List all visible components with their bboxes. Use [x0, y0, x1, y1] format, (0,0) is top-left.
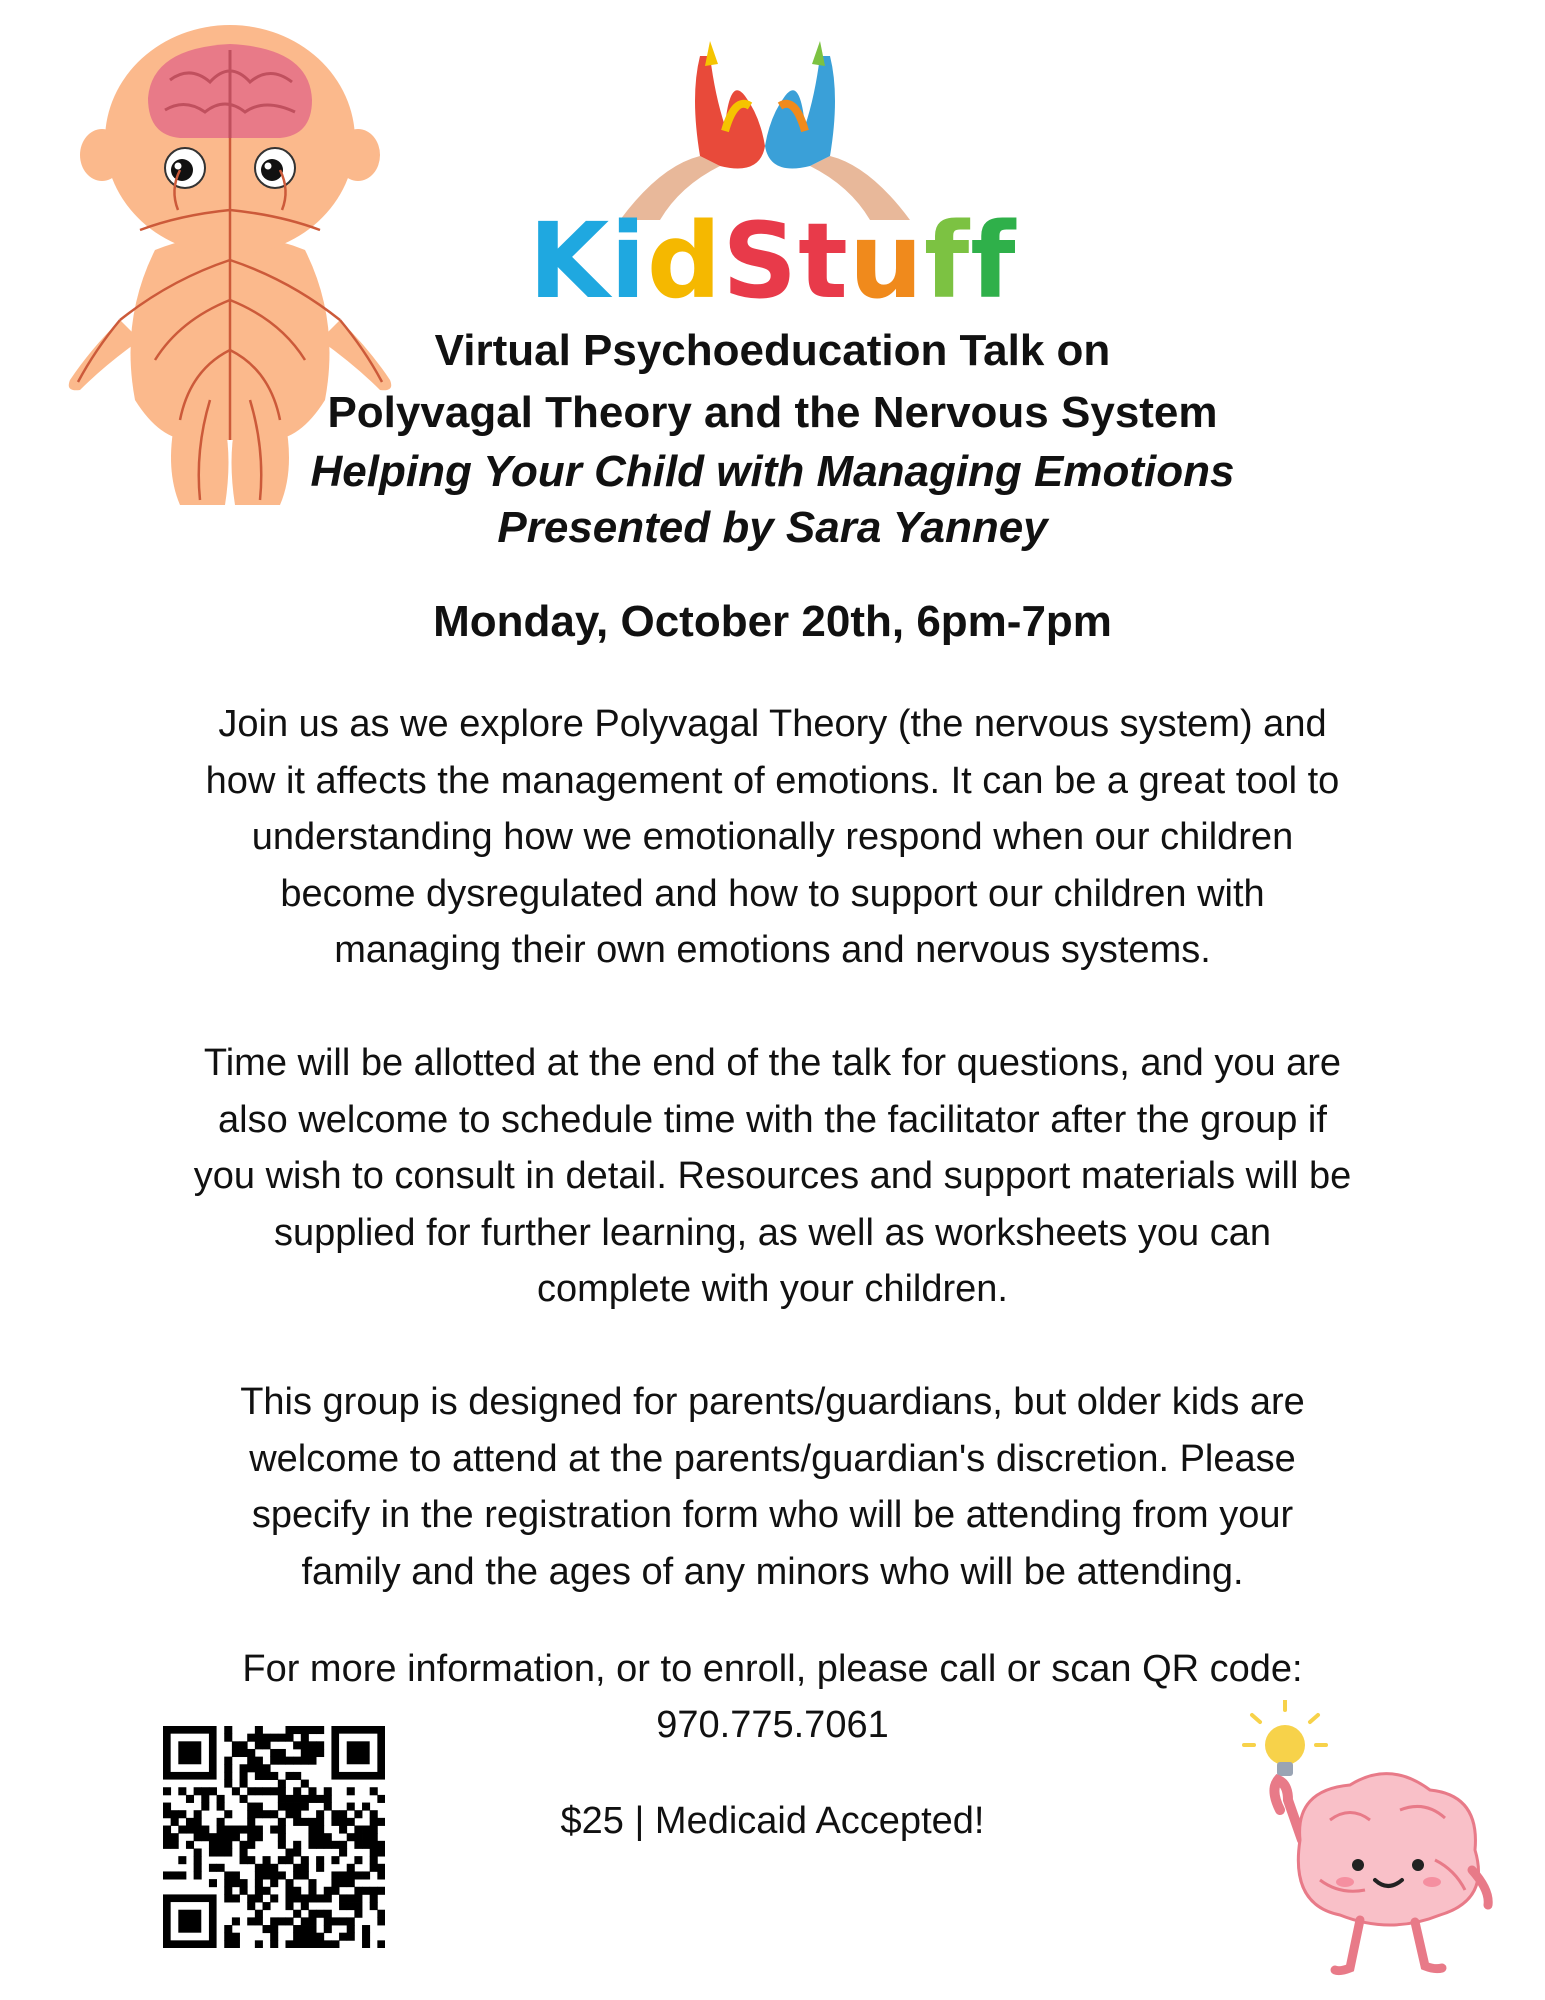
logo-letter: f: [923, 200, 971, 322]
paragraph-line: specify in the registration form who will be attending from your: [251, 1494, 1294, 1536]
paragraph-questions: [0, 1035, 1545, 1318]
contact-phone[interactable]: 970.775.7061: [656, 1704, 889, 1746]
lightbulb-icon: [1244, 1700, 1326, 1776]
price-text: $25 | Medicaid Accepted!: [560, 1800, 985, 1842]
paragraph-line: family and the ages of any minors who will be attending.: [301, 1550, 1244, 1593]
paragraph-line: become dysregulated and how to support our children with: [280, 872, 1265, 915]
logo-letter: u: [848, 200, 924, 322]
presenter: Presented by Sara Yanney: [497, 503, 1048, 552]
contact-info: For more information, or to enroll, please call or scan QR code:: [242, 1648, 1303, 1690]
logo-letter: i: [610, 200, 647, 322]
headline-block: [0, 320, 1545, 556]
subtitle: Helping Your Child with Managing Emotions: [310, 447, 1235, 496]
paragraph-line: you wish to consult in detail. Resources and support materials will be: [193, 1155, 1352, 1197]
logo-letter: K: [528, 200, 611, 322]
headline-line1: Virtual Psychoeducation Talk on: [434, 326, 1111, 375]
paragraph-line: welcome to attend at the parents/guardian's discretion. Please: [249, 1437, 1296, 1480]
paragraph-line: also welcome to schedule time with the facilitator after the group if: [218, 1098, 1327, 1141]
paragraph-audience: [0, 1374, 1545, 1600]
kidstuff-logo: [0, 200, 1545, 322]
heart-hands-illustration: [610, 36, 920, 220]
logo-letter: d: [646, 200, 723, 322]
paragraph-line: Time will be allotted at the end of the talk for questions, and you are: [203, 1042, 1342, 1084]
paragraph-line: how it affects the management of emotions. It can be a great tool to: [205, 759, 1340, 802]
paragraph-intro: [0, 696, 1545, 979]
logo-letter: t: [798, 200, 849, 322]
brain-character-illustration: [1240, 1700, 1510, 1980]
paragraph-line: This group is designed for parents/guardians, but older kids are: [240, 1381, 1305, 1423]
headline-line2: Polyvagal Theory and the Nervous System: [327, 388, 1218, 437]
event-date: Monday, October 20th, 6pm-7pm: [433, 597, 1112, 646]
logo-letter: S: [722, 200, 799, 322]
logo-letter: f: [970, 200, 1017, 322]
paragraph-line: Join us as we explore Polyvagal Theory (the nervous system) and: [218, 703, 1327, 745]
qr-code[interactable]: [163, 1726, 385, 1948]
paragraph-line: supplied for further learning, as well as worksheets you can: [274, 1211, 1271, 1254]
paragraph-line: managing their own emotions and nervous systems.: [334, 929, 1211, 971]
paragraph-line: complete with your children.: [537, 1268, 1008, 1310]
paragraph-line: understanding how we emotionally respond when our children: [251, 816, 1294, 858]
